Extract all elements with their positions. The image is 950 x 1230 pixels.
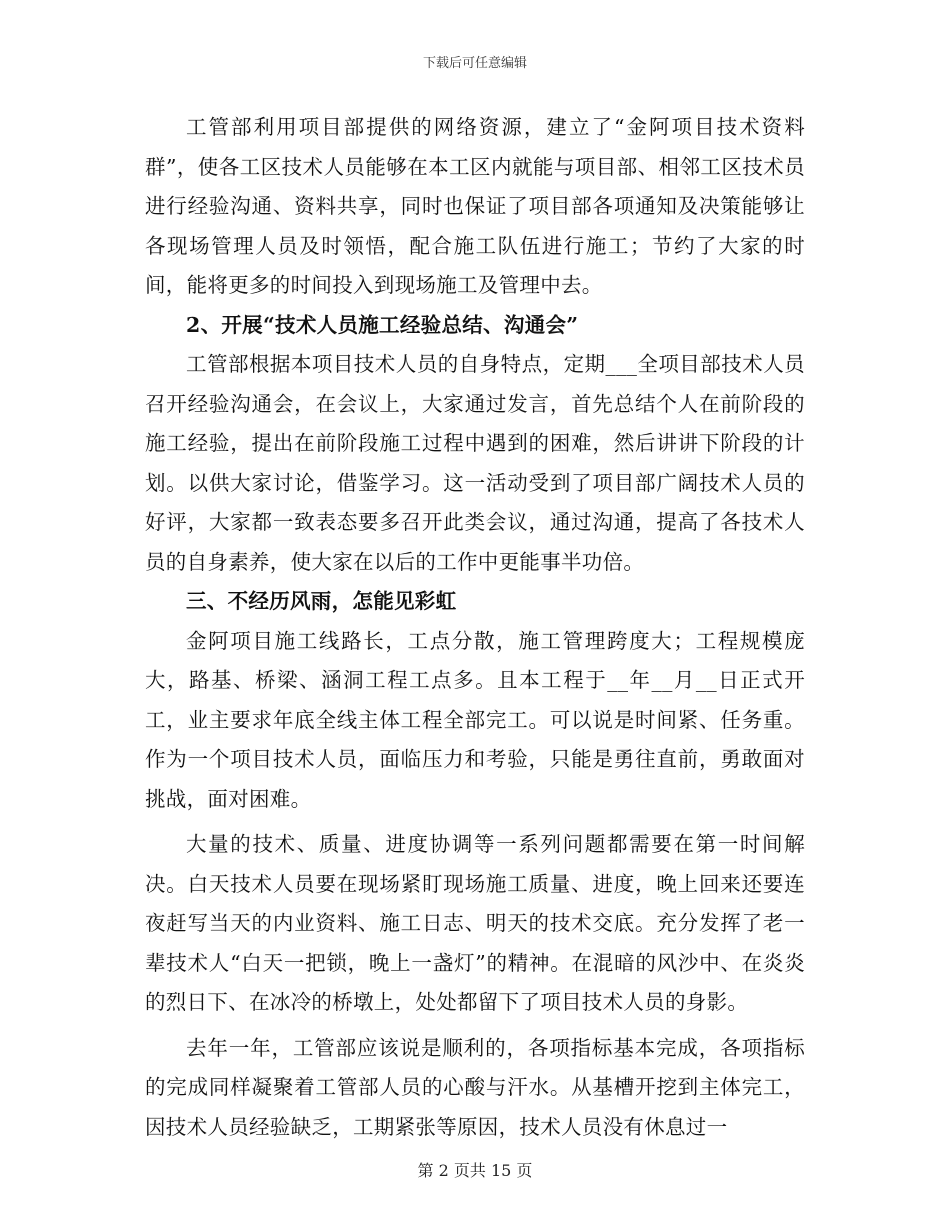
section-heading-rainbow: 三、不经历风雨，怎能见彩虹: [186, 589, 457, 613]
page-header: 下载后可任意编辑: [422, 56, 527, 71]
document-body: [145, 108, 805, 1147]
paragraph-project-scope: 金阿项目施工线路长，工点分散，施工管理跨度大；工程规模庞大，路基、桥梁、涵洞工程工点多。且本工程于__年__月__日正式开工，业主要求年底全线主体工程全部完工。可以说是时间紧、任务重。作为一个项目技术人员，面临压力和考验，只能是勇往直前，勇敢面对挑战，面对困难。: [145, 628, 805, 811]
page-number-footer: 第 2 页共 15 页: [417, 1161, 533, 1180]
paragraph-experience-meeting: 工管部根据本项目技术人员的自身特点，定期___全项目部技术人员召开经验沟通会，在会议上，大家通过发言，首先总结个人在前阶段的施工经验，提出在前阶段施工过程中遇到的困难，然后讲讲下阶段的计划。以供大家讨论，借鉴学习。这一活动受到了项目部广阔技术人员的好评，大家都一致表态要多召开此类会议，通过沟通，提高了各技术人员的自身素养，使大家在以后的工作中更能事半功倍。: [145, 352, 805, 574]
paragraph-year-review: 去年一年，工管部应该说是顺利的，各项指标基本完成，各项指标的完成同样凝聚着工管部人员的心酸与汗水。从基槽开挖到主体完工，因技术人员经验缺乏，工期紧张等原因，技术人员没有休息过一: [145, 1035, 805, 1139]
paragraph-network-resources: 工管部利用项目部提供的网络资源，建立了“金阿项目技术资料群”，使各工区技术人员能够在本工区内就能与项目部、相邻工区技术员进行经验沟通、资料共享，同时也保证了项目部各项通知及决策能够让各现场管理人员及时领悟，配合施工队伍进行施工；节约了大家的时间，能将更多的时间投入到现场施工及管理中去。: [145, 115, 805, 297]
paragraph-daily-work: 大量的技术、质量、进度协调等一系列问题都需要在第一时间解决。白天技术人员要在现场紧盯现场施工质量、进度，晚上回来还要连夜赶写当天的内业资料、施工日志、明天的技术交底。充分发挥了老一辈技术人“白天一把锁，晚上一盏灯”的精神。在混暗的风沙中、在炎炎的烈日下、在冰冷的桥墩上，处处都留下了项目技术人员的身影。: [145, 832, 805, 1014]
section-heading-experience-meeting: 2、开展“技术人员施工经验总结、沟通会”: [186, 312, 579, 337]
